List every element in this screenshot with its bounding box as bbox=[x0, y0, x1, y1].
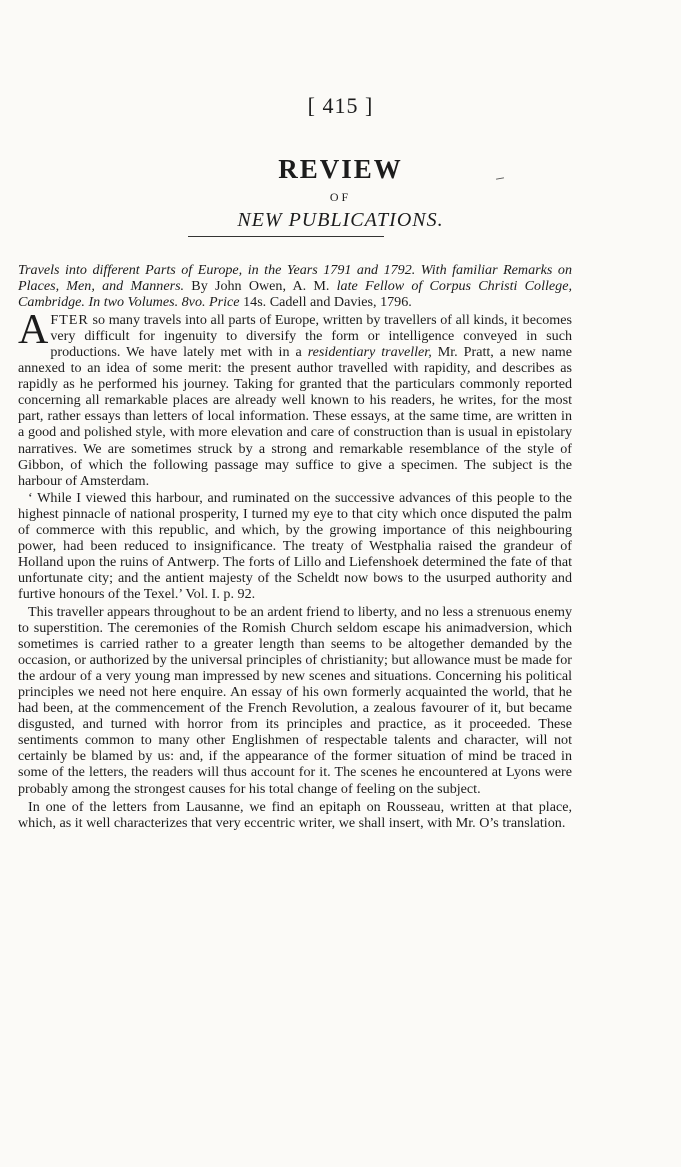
drop-cap: A bbox=[18, 307, 49, 354]
section-title: REVIEW bbox=[278, 154, 403, 184]
paragraph-1-lead: FTER bbox=[50, 312, 89, 329]
article-body bbox=[18, 262, 572, 831]
section-subtitle: NEW PUBLICATIONS. bbox=[237, 209, 444, 231]
citation-title: Travels into different Parts of Europe, in the Years 1791 and 1792. With familiar Remarks on Places, Men, and Manners. bbox=[18, 262, 572, 295]
paragraph-2-quotation: ‘ While I viewed this harbour, and ruminated on the successive advances of this people to the highest pinnacle of national prosperity, I turned my eye to that city which once disputed the palm of commerce with this republic, and which, by the growing importance of this neighbouring power, had been reduced to insignificance. The treaty of Westphalia raised the grandeur of Holland upon the ruins of Antwerp. The forts of Lillo and Liefenshoek determined the fate of that unfortunate city; and the antient majesty of the Scheldt now bows to the usurped authority and furtive honours of the Texel.’ Vol. I. p. 92. bbox=[18, 489, 572, 602]
citation-price-publisher: 14s. Cadell and Davies, 1796. bbox=[243, 294, 412, 311]
paragraph-4: In one of the letters from Lausanne, we find an epitaph on Rousseau, written at that place, which, as it well characterizes that very eccentric writer, we shall insert, with Mr. O’s translation. bbox=[18, 798, 572, 831]
section-title-of: OF bbox=[329, 190, 352, 204]
paragraph-1 bbox=[18, 307, 573, 489]
paragraph-3: This traveller appears throughout to be an ardent friend to liberty, and no less a strenuous enemy to superstition. The ceremonies of the Romish Church seldom escape his animadversion, which sometimes is carried rather to a greater length than seems to be altogether demanded by the occasion, or authorized by the universal principles of christianity; but allowance must be made for the ardour of a very young man impressed by new scenes and situations. Concerning his political principles we need not here enquire. An essay of his own formerly acquainted the world, that he had been, at the commencement of the French Revolution, a zealous favourer of it, but became disgusted, and turned with horror from its principles and practice, as it proceeded. These sentiments common to many other Englishmen of respectable talents and character, will not certainly be blamed by us: and, if the appearance of the former situation of mind be traced in some of the letters, the readers will thus account for it. The scenes he encountered at Lyons were probably among the strongest causes for his total change of feeling on the subject. bbox=[18, 603, 572, 797]
citation-author: By John Owen, A. M. bbox=[184, 278, 337, 295]
book-citation bbox=[18, 262, 572, 310]
paragraph-1-text-a: so many travels into all parts of Europe, written by travellers of all kinds, it becomes very difficult for ingenuity to diversify the form or intelligence conveyed in such productions. We have lately met with in a bbox=[50, 312, 572, 361]
citation-affiliation: late Fellow of Corpus Christi College, Cambridge. In two Volumes. 8vo. Price bbox=[18, 278, 573, 311]
paragraph-1-text-b: Mr. Pratt, a new name annexed to an idea of some merit: the present author travelled with rapidity, and describes as rapidly as he performed his journey. Taking for granted that the particulars commonly reported concerning all remarkable places are already well known to his readers, he writes, for the most part, rather essays than letters of local information. These essays, at the same time, are written in a good and polished style, with more elevation and care of construction than is usual in epistolary narratives. We are sometimes struck by a strong and remarkable resemblance of the style of Gibbon, of which the following passage may suffice to give a specimen. The subject is the harbour of Amsterdam. bbox=[18, 344, 573, 489]
paragraph-1-italic: residentiary traveller, bbox=[307, 344, 432, 361]
title-rule bbox=[188, 236, 384, 237]
page-number: [ 415 ] bbox=[307, 93, 374, 118]
